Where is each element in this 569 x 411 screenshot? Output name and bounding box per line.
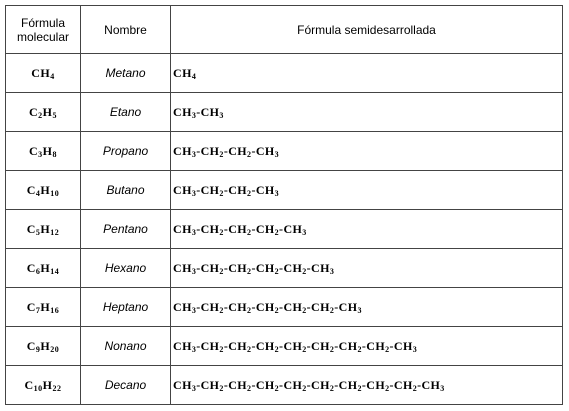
table-row [6,210,563,249]
table-row [6,366,563,405]
table-row [6,171,563,210]
semi-developed-formula-cell: $CH_3-CH_2-CH_2-CH_3$ [171,171,563,210]
molecular-formula-cell: $C_5H_{12}$ [6,210,81,249]
header-name: Nombre [81,6,171,54]
semi-developed-formula-cell: $CH_3-CH_2-CH_2-CH_2-CH_2-CH_2-CH_2-CH_2-CH_2-CH_3$ [171,366,563,405]
alkane-name-cell: Heptano [81,288,171,327]
alkane-name-cell: Nonano [81,327,171,366]
table-row [6,132,563,171]
molecular-formula-cell: $CH_4$ [6,54,81,93]
table-row [6,93,563,132]
header-semi-developed-formula: Fórmula semidesarrollada [171,6,563,54]
molecular-formula-cell: $C_2H_5$ [6,93,81,132]
molecular-formula-cell: $C_4H_{10}$ [6,171,81,210]
semi-developed-formula-cell: $CH_3-CH_2-CH_2-CH_3$ [171,132,563,171]
molecular-formula-cell: $C_9H_{20}$ [6,327,81,366]
semi-developed-formula-cell: $CH_3-CH_2-CH_2-CH_2-CH_2-CH_3$ [171,249,563,288]
molecular-formula-cell: $C_6H_{14}$ [6,249,81,288]
alkane-name-cell: Propano [81,132,171,171]
table-row [6,54,563,93]
table-row [6,249,563,288]
alkane-name-cell: Pentano [81,210,171,249]
semi-developed-formula-cell: $CH_3-CH_2-CH_2-CH_2-CH_2-CH_2-CH_2-CH_2-CH_3$ [171,327,563,366]
semi-developed-formula-cell: $CH_3-CH_2-CH_2-CH_2-CH_2-CH_2-CH_3$ [171,288,563,327]
molecular-formula-cell: $C_3H_8$ [6,132,81,171]
header-molecular-line2: molecular [16,29,70,44]
alkane-name-cell: Butano [81,171,171,210]
molecular-formula-cell: $C_{10}H_{22}$ [6,366,81,405]
molecular-formula-cell: $C_7H_{16}$ [6,288,81,327]
semi-developed-formula-cell: $CH_4$ [171,54,563,93]
alkane-name-cell: Etano [81,93,171,132]
alkane-name-cell: Metano [81,54,171,93]
header-row [6,6,563,54]
alkane-name-cell: Hexano [81,249,171,288]
table-row [6,288,563,327]
header-molecular-formula [6,6,81,54]
semi-developed-formula-cell: $CH_3-CH_3$ [171,93,563,132]
table-row [6,327,563,366]
header-molecular-line1: Fórmula [20,15,65,30]
semi-developed-formula-cell: $CH_3-CH_2-CH_2-CH_2-CH_3$ [171,210,563,249]
alkanes-table [5,5,563,405]
alkane-name-cell: Decano [81,366,171,405]
